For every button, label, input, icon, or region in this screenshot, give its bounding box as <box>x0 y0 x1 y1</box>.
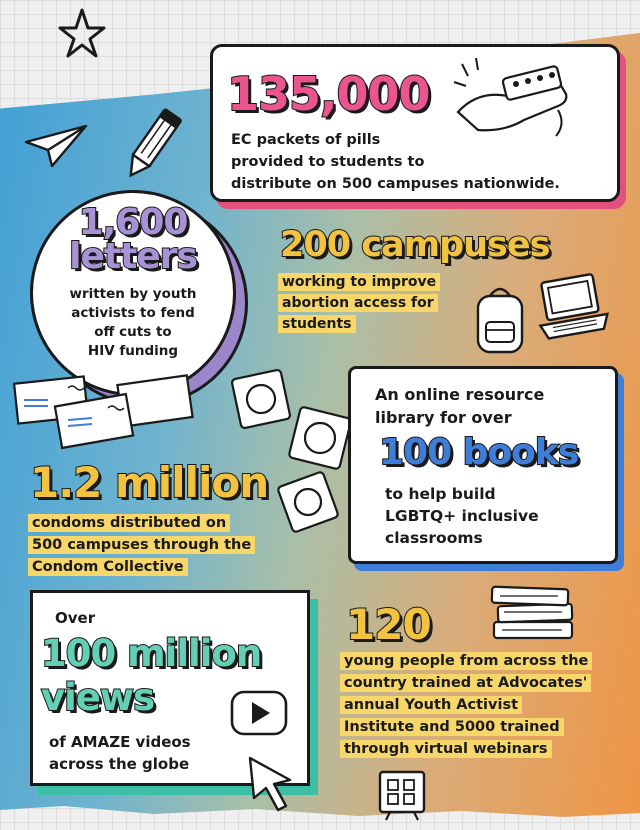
cursor-arrow-icon <box>244 752 300 814</box>
views-word: views <box>41 676 155 719</box>
pencil-icon <box>120 104 184 186</box>
laptop-icon <box>532 272 612 346</box>
classroom-board-icon <box>376 768 428 822</box>
torn-paper-bottom <box>0 780 640 830</box>
views-number: 100 million <box>41 632 262 675</box>
books-stack-icon <box>488 582 580 644</box>
condoms-description: condoms distributed on 500 campuses through the Condom Collective <box>28 512 255 578</box>
ec-pills-number: 135,000 <box>227 67 430 121</box>
letters-word: letters <box>69 236 197 277</box>
library-card <box>348 366 618 564</box>
envelopes-icon <box>8 374 198 454</box>
ec-pills-description: EC packets of pills provided to students to distribute on 500 campuses nationwide. <box>231 132 560 192</box>
views-description: of AMAZE videos across the globe <box>49 733 191 773</box>
star-doodle-icon <box>58 6 106 58</box>
trained-number: 120 <box>346 600 431 649</box>
letters-number: 1,600 <box>78 202 188 243</box>
library-description: to help build LGBTQ+ inclusive classrooms <box>385 485 539 547</box>
letters-description: written by youth activists to fend off cuts to HIV funding <box>69 286 197 359</box>
backpack-icon <box>470 280 530 356</box>
library-intro: An online resource library for over <box>375 385 545 427</box>
views-over: Over <box>55 609 96 627</box>
hand-with-pills-icon <box>448 50 578 140</box>
campuses-number: 200 campuses <box>280 225 550 265</box>
play-button-icon <box>228 688 290 738</box>
condoms-number: 1.2 million <box>30 458 269 507</box>
trained-description: young people from across the country trained at Advocates' annual Youth Activist Institute and 5000 trained through virtual webinars <box>340 650 592 760</box>
books-number: 100 books <box>379 432 579 473</box>
letters-card <box>30 190 236 396</box>
campuses-description: working to improve abortion access for students <box>278 272 440 335</box>
paper-plane-icon <box>22 122 90 170</box>
